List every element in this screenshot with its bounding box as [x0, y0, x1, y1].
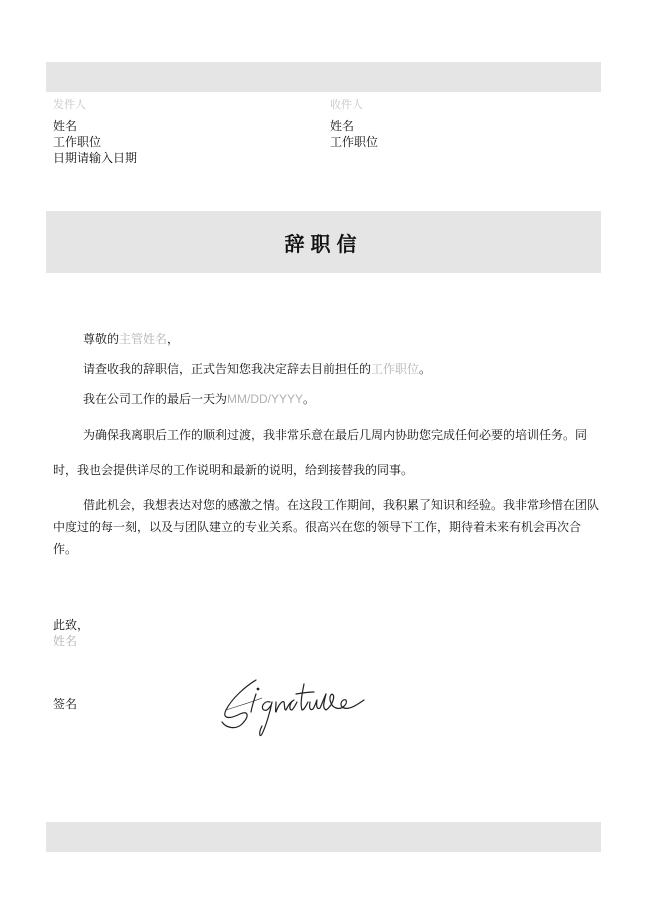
sender-date[interactable]: 日期请输入日期: [53, 151, 138, 165]
greeting: [53, 330, 599, 348]
sender-label: 发件人: [53, 98, 86, 111]
title-band: [46, 211, 601, 273]
closing-name-placeholder[interactable]: 姓名: [53, 634, 78, 648]
supervisor-name-placeholder[interactable]: 主管姓名: [119, 332, 168, 346]
recipient-label: 收件人: [330, 98, 363, 111]
paragraph-gratitude: 借此机会，我想表达对您的感激之情。在这段工作期间，我积累了知识和经验。我非常珍惜在团队中度过的每一刻，以及与团队建立的专业关系。很高兴在您的领导下工作，期待着未来有机会再次合作。: [53, 498, 600, 556]
footer-band: [46, 822, 601, 852]
paragraph-last-day: [53, 390, 599, 408]
greeting-suffix: ，: [167, 332, 180, 346]
recipient-job-title[interactable]: 工作职位: [330, 135, 379, 149]
p1-text: 请查收我的辞职信，正式告知您我决定辞去目前担任的: [83, 362, 372, 376]
date-placeholder[interactable]: MM/DD/YYYY: [227, 392, 304, 406]
paragraph-resignation: [53, 360, 599, 378]
p1-suffix: 。: [419, 362, 432, 376]
job-title-placeholder[interactable]: 工作职位: [371, 362, 420, 376]
sender-name[interactable]: 姓名: [53, 119, 78, 133]
closing-salutation: 此致，: [53, 618, 90, 632]
p2-suffix: 。: [303, 392, 316, 406]
paragraph-transition: 为确保我离职后工作的顺利过渡，我非常乐意在最后几周内协助您完成任何必要的培训任务。同时，我也会提供详尽的工作说明和最新的说明，给到接替我的同事。: [53, 428, 588, 477]
page-title: 辞职信: [284, 231, 363, 256]
p2-text: 我在公司工作的最后一天为: [83, 392, 228, 406]
signature-image: [218, 676, 378, 738]
recipient-name[interactable]: 姓名: [330, 119, 355, 133]
sender-job-title[interactable]: 工作职位: [53, 135, 102, 149]
recipient-block: [330, 97, 378, 150]
signature-label: 签名: [53, 697, 78, 711]
greeting-prefix: 尊敬的: [83, 332, 120, 346]
header-band: [46, 62, 601, 92]
closing-block: [53, 617, 89, 649]
letter-body: [53, 330, 599, 560]
sender-block: [53, 97, 137, 166]
